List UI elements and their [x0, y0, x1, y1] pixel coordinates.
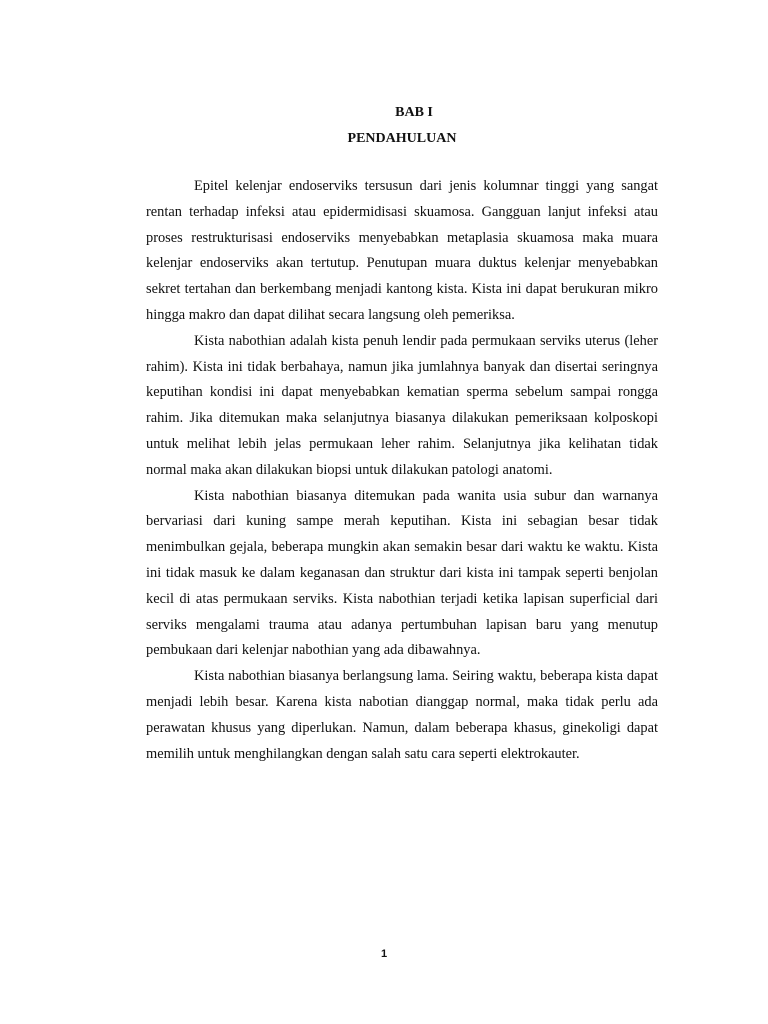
chapter-heading: BAB I: [395, 105, 433, 120]
body-text: [146, 174, 658, 767]
paragraph-2: Kista nabothian adalah kista penuh lendir pada permukaan serviks uterus (leher rahim). Kista ini tidak berbahaya, namun jika jumlahnya banyak dan disertai seringnya keputihan kondisi ini dapat menyebabkan kematian sperma sebelum sampai rongga rahim. Jika ditemukan maka selanjutnya biasanya dilakukan pemeriksaan kolposkopi untuk melihat lebih jelas permukaan leher rahim. Selanjutnya jika kelihatan tidak normal maka akan dilakukan biopsi untuk dilakukan patologi anatomi.: [146, 332, 658, 478]
chapter-title: PENDAHULUAN: [347, 131, 457, 146]
page-number: 1: [380, 948, 388, 960]
paragraph-1: Epitel kelenjar endoserviks tersusun dari jenis kolumnar tinggi yang sangat rentan terhadap infeksi atau epidermidisasi skuamosa. Gangguan lanjut infeksi atau proses restrukturisasi endoserviks menyebabkan metaplasia skuamosa maka muara kelenjar endoserviks akan tertutup. Penutupan muara duktus kelenjar menyebabkan sekret tertahan dan berkembang menjadi kantong kista. Kista ini dapat berukuran mikro hingga makro dan dapat dilihat secara langsung oleh pemeriksa.: [146, 178, 658, 323]
paragraph-4: Kista nabothian biasanya berlangsung lama. Seiring waktu, beberapa kista dapat menjadi lebih besar. Karena kista nabotian dianggap normal, maka tidak perlu ada perawatan khusus yang diperlukan. Namun, dalam beberapa khasus, ginekoligi dapat memilih untuk menghilangkan dengan salah satu cara seperti elektrokauter.: [146, 668, 658, 762]
paragraph-3: Kista nabothian biasanya ditemukan pada wanita usia subur dan warnanya bervariasi dari kuning sampe merah keputihan. Kista ini sebagian besar tidak menimbulkan gejala, beberapa mungkin akan semakin besar dari waktu ke waktu. Kista ini tidak masuk ke dalam keganasan dan struktur dari kista ini tampak seperti benjolan kecil di atas permukaan serviks. Kista nabothian terjadi ketika lapisan superficial dari serviks mengalami trauma atau adanya pertumbuhan lapisan baru yang menutup pembukaan dari kelenjar nabothian yang ada dibawahnya.: [146, 487, 658, 659]
